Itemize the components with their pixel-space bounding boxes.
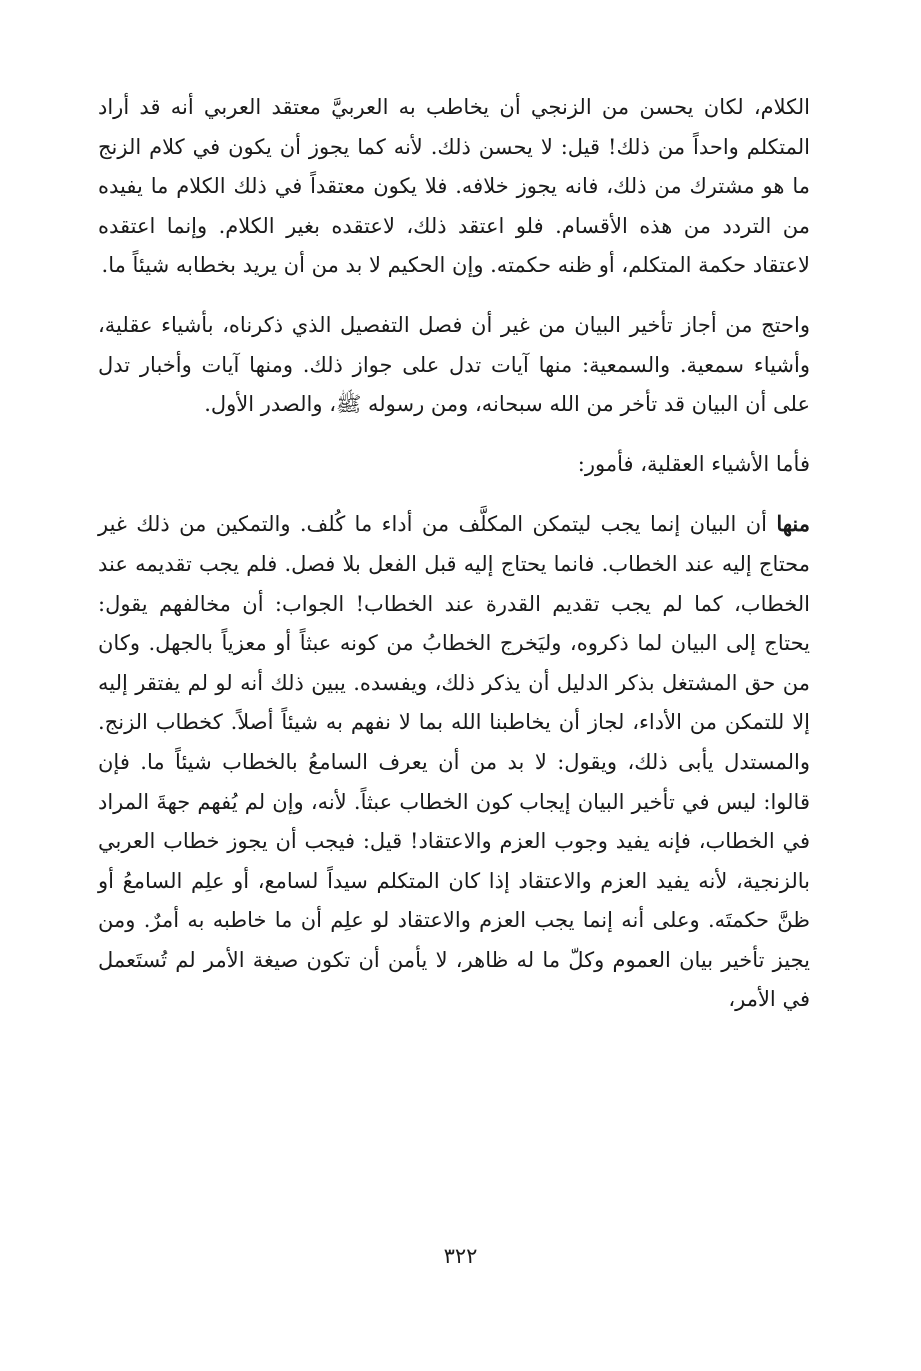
paragraph-3: فأما الأشياء العقلية، فأمور: bbox=[577, 451, 810, 476]
paragraph-4-text: أن البيان إنما يجب ليتمكن المكلَّف من أداء ما كُلف. والتمكين من ذلك غير محتاج إليه عند الخطاب. فانما يحتاج إليه قبل الفعل بلا فصل. فلم يجب تقديمه عند الخطاب، كما لم يجب تقديم القدرة عند الخطاب! الجواب: أن مخالفهم يقول: يحتاج إلى البيان لما ذكروه، وليَخرج الخطابُ من كونه عبثاً أو معزياً بالجهل. وكان من حق المشتغل بذكر الدليل أن يذكر ذلك، ويفسده. يبين ذلك أنه لو لم يفتقر إليه إلا للتمكن من الأداء، لجاز أن يخاطبنا الله بما لا نفهم به شيئاً أصلاً. كخطاب الزنج. والمستدل يأبى ذلك، ويقول: لا بد من أن يعرف السامعُ بالخطاب شيئاً ما. فإن قالوا: ليس في تأخير البيان إيجاب كون الخطاب عبثاً. لأنه، وإن لم يُفهم جهةَ المراد في الخطاب، فإنه يفيد وجوب العزم والاعتقاد! قيل: فيجب أن يجوز خطاب العربي بالزنجية، لأنه يفيد العزم والاعتقاد إذا كان المتكلم سيداً لسامع، أو علِم السامعُ أو ظنَّ حكمتَه. وعلى أنه إنما يجب العزم والاعتقاد لو علِم أن ما خاطبه به أمرٌ. ومن يجيز تأخير بيان العموم وكلّ ما له ظاهر، لا يأمن أن تكون صيغة الأمر لم تُستَعمل في الأمر، bbox=[98, 512, 811, 1012]
page-body bbox=[98, 88, 810, 1020]
page-number: ٣٢٢ bbox=[443, 1244, 478, 1268]
paragraph-2: واحتج من أجاز تأخير البيان من غير أن فصل التفصيل الذي ذكرناه، بأشياء عقلية، وأشياء سمعية. والسمعية: منها آيات تدل على جواز ذلك. ومنها آيات وأخبار تدل على أن البيان قد تأخر من الله سبحانه، ومن رسوله ﷺ، والصدر الأول. bbox=[98, 312, 810, 417]
paragraph-4 bbox=[98, 504, 810, 1020]
paragraph-4-lead-word: منها bbox=[776, 511, 810, 537]
paragraph-1: الكلام، لكان يحسن من الزنجي أن يخاطب به العربيَّ معتقد العربي أنه قد أراد المتكلم واحداً من ذلك! قيل: لا يحسن ذلك. لأنه كما يجوز أن يكون في كلام الزنج ما هو مشترك من ذلك، فانه يجوز خلافه. فلا يكون معتقداً في ذلك الكلام ما يفيده من التردد من هذه الأقسام. فلو اعتقد ذلك، لاعتقده بغير الكلام. وإنما اعتقده لاعتقاد حكمة المتكلم، أو ظنه حكمته. وإن الحكيم لا بد من أن يريد بخطابه شيئاً ما. bbox=[98, 95, 810, 278]
